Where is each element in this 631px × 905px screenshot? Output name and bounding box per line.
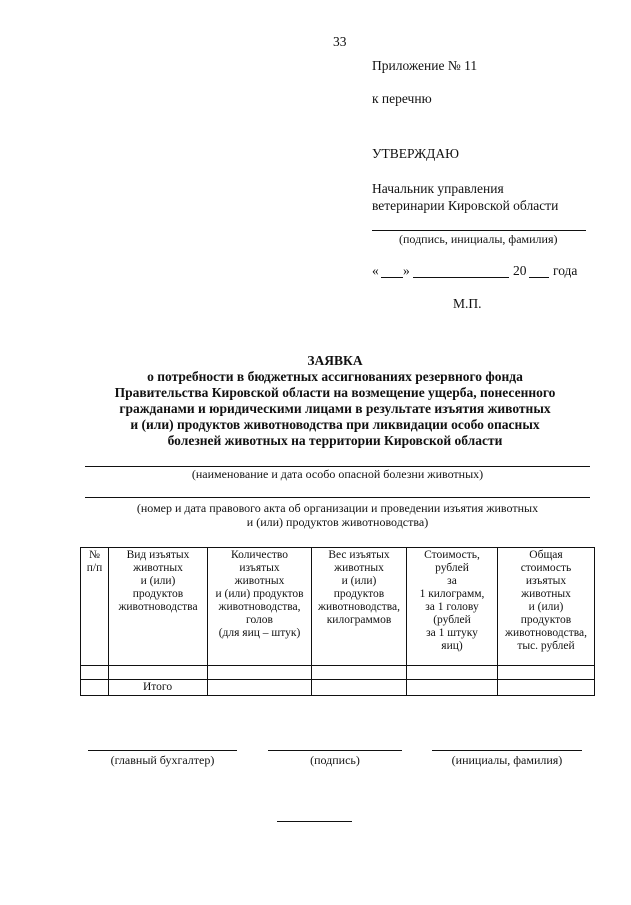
date-suffix: года [553,263,578,278]
accountant-line [88,750,237,751]
bottom-separator [277,821,352,822]
position-line-2: ветеринарии Кировской области [372,198,559,213]
header-weight: Вес изъятых животных и (или) продуктов животноводства, килограммов [312,548,407,666]
title-line-3: гражданами и юридическими лицами в результате изъятия животных [119,401,551,416]
signature-caption: (подпись, инициалы, фамилия) [399,232,558,246]
act-caption-line-1: (номер и дата правового акта об организации и проведении изъятия животных [136,501,539,515]
signature-line-bottom [268,750,402,751]
title-heading: ЗАЯВКА [307,353,363,368]
header-price: Стоимость, рублей за 1 килограмм, за 1 голову (рублей за 1 штуку яиц) [407,548,498,666]
title-line-1: о потребности в бюджетных ассигнованиях резервного фонда [147,369,523,384]
act-field-line [85,497,590,498]
name-line [432,750,582,751]
header-type: Вид изъятых животных и (или) продуктов животноводства [109,548,208,666]
date-quote-open: « [372,263,379,278]
act-caption-line-2: и (или) продуктов животноводства) [246,515,429,529]
title-line-5: болезней животных на территории Кировской области [167,433,503,448]
page-number: 33 [333,34,347,49]
table-header-row [81,548,595,666]
signature-caption-bottom: (подпись) [310,753,360,767]
header-quantity: Количество изъятых животных и (или) продуктов животноводства, голов (для яиц – штук) [208,548,312,666]
seal-label: М.П. [453,296,482,311]
date-day-line [381,277,403,278]
title-line-2: Правительства Кировской области на возмещение ущерба, понесенного [114,385,556,400]
position-line-1: Начальник управления [372,181,504,196]
table-total-row [81,680,595,696]
table-row [81,666,595,680]
appendix-label: Приложение № 11 [372,58,478,73]
accountant-caption: (главный бухгалтер) [110,753,215,767]
appendix-reference: к перечню [372,91,432,106]
date-year-line [529,277,549,278]
header-total-cost: Общая стоимость изъятых животных и (или) продуктов животноводства, тыс. рублей [498,548,595,666]
disease-caption: (наименование и дата особо опасной болезни животных) [191,467,484,481]
date-quote-close: » [403,263,410,278]
total-label: Итого [109,680,208,696]
date-month-line [413,277,509,278]
approve-label: УТВЕРЖДАЮ [372,146,460,161]
claim-table [80,547,595,696]
name-caption: (инициалы, фамилия) [451,753,563,767]
title-line-4: и (или) продуктов животноводства при ликвидации особо опасных [130,417,540,432]
document-title [40,353,630,449]
header-number: № п/п [81,548,109,666]
signature-line [372,230,586,231]
date-year-prefix: 20 [513,263,527,278]
